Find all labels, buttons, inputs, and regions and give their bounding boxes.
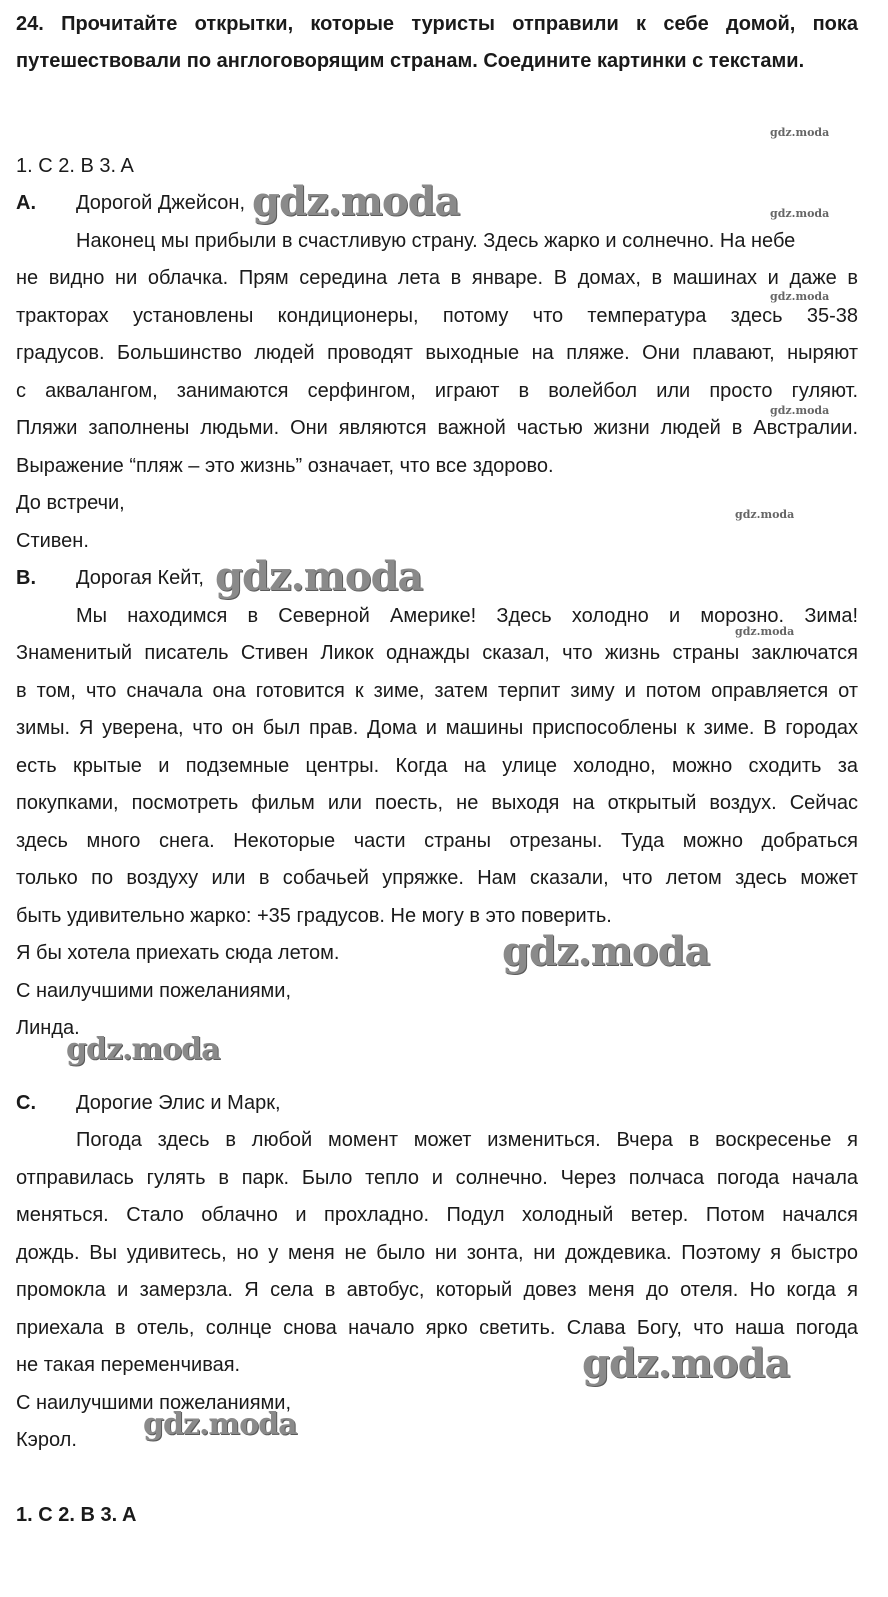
letter-a-line-4: градусов. Большинство людей проводят выходные на пляже. Они плавают, ныряют: [16, 342, 858, 364]
watermark-small: gdz.moda: [770, 207, 830, 220]
letter-a-signature: Стивен.: [16, 530, 89, 552]
letter-a-closing: До встречи,: [16, 492, 125, 514]
letter-a-line-1: Наконец мы прибыли в счастливую страну. Здесь жарко и солнечно. На небе: [76, 230, 796, 252]
letter-c-line-4: дождь. Вы удивитесь, но у меня не было ни зонта, ни дождевика. Поэтому я быстро: [16, 1242, 858, 1264]
letter-a-label: A.: [16, 192, 36, 214]
letter-b-signature: Линда.: [16, 1017, 80, 1039]
letter-a-greeting: Дорогой Джейсон,: [76, 192, 246, 214]
letter-c-label: C.: [16, 1092, 36, 1114]
letter-b-line-2: Знаменитый писатель Стивен Ликок однажды сказал, что жизнь страны заключатся: [16, 642, 858, 664]
watermark: gdz.moda: [215, 553, 423, 600]
watermark-small: gdz.moda: [770, 404, 830, 417]
letter-a-line-6: Пляжи заполнены людьми. Они являются важной частью жизни людей в Австралии.: [16, 417, 858, 439]
letter-b-closing: С наилучшими пожеланиями,: [16, 980, 292, 1002]
answer-bottom: 1. C 2. B 3. A: [16, 1504, 137, 1526]
watermark: gdz.moda: [143, 1407, 297, 1442]
letter-b-line-3: в том, что сначала она готовится к зиме, затем терпит зиму и потом оправляется от: [16, 680, 858, 702]
letter-b-extra: Я бы хотела приехать сюда летом.: [16, 942, 340, 964]
letter-b-greeting: Дорогая Кейт,: [76, 567, 204, 589]
watermark-small: gdz.moda: [735, 625, 795, 638]
letter-b-line-4: зимы. Я уверена, что он был прав. Дома и машины приспособлены к зиме. В городах: [16, 717, 858, 739]
letter-c-line-1: Погода здесь в любой момент может измениться. Вчера в воскресенье я: [76, 1129, 858, 1151]
letter-a-line-2: не видно ни облачка. Прям середина лета в январе. В домах, в машинах и даже в: [16, 267, 858, 289]
watermark: gdz.moda: [252, 178, 460, 225]
letter-b-line-5: есть крытые и подземные центры. Когда на улице холодно, можно сходить за: [16, 755, 858, 777]
letter-c-line-2: отправилась гулять в парк. Было тепло и солнечно. Через полчаса погода начала: [16, 1167, 858, 1189]
watermark: gdz.moda: [502, 928, 710, 975]
answer-top: 1. C 2. B 3. A: [16, 155, 134, 177]
letter-c-line-5: промокла и замерзла. Я села в автобус, который довез меня до отеля. Но когда я: [16, 1279, 858, 1301]
letter-b-line-7: здесь много снега. Некоторые части страны отрезаны. Туда можно добраться: [16, 830, 858, 852]
watermark: gdz.moda: [582, 1340, 790, 1387]
letter-a-line-7: Выражение “пляж – это жизнь” означает, что все здорово.: [16, 455, 554, 477]
watermark-small: gdz.moda: [770, 290, 830, 303]
letter-b-line-6: покупками, посмотреть фильм или поесть, не выходя на открытый воздух. Сейчас: [16, 792, 858, 814]
letter-c-closing: С наилучшими пожеланиями,: [16, 1392, 292, 1414]
letter-b-line-1: Мы находимся в Северной Америке! Здесь холодно и морозно. Зима!: [76, 605, 858, 627]
letter-a-line-3: тракторах установлены кондиционеры, потому что температура здесь 35-38: [16, 305, 858, 327]
letter-c-line-6: приехала в отель, солнце снова начало ярко светить. Слава Богу, что наша погода: [16, 1317, 858, 1339]
letter-b-label: B.: [16, 567, 36, 589]
watermark-small: gdz.moda: [770, 126, 830, 139]
watermark: gdz.moda: [66, 1032, 220, 1067]
watermark-small: gdz.moda: [735, 508, 795, 521]
letter-c-greeting: Дорогие Элис и Марк,: [76, 1092, 281, 1114]
letter-a-line-5: с аквалангом, занимаются серфингом, играют в волейбол или просто гуляют.: [16, 380, 858, 402]
letter-b-line-8: только по воздуху или в собачьей упряжке. Нам сказали, что летом здесь может: [16, 867, 858, 889]
letter-c-signature: Кэрол.: [16, 1429, 77, 1451]
task-heading: 24. Прочитайте открытки, которые туристы отправили к себе домой, пока путешествовали по англоговорящим странам. Соедините картинки с текстами.: [16, 13, 858, 72]
letter-c-line-7: не такая переменчивая.: [16, 1354, 241, 1376]
letter-b-line-9: быть удивительно жарко: +35 градусов. Не могу в это поверить.: [16, 905, 612, 927]
letter-c-line-3: меняться. Стало облачно и прохладно. Подул холодный ветер. Потом начался: [16, 1204, 858, 1226]
